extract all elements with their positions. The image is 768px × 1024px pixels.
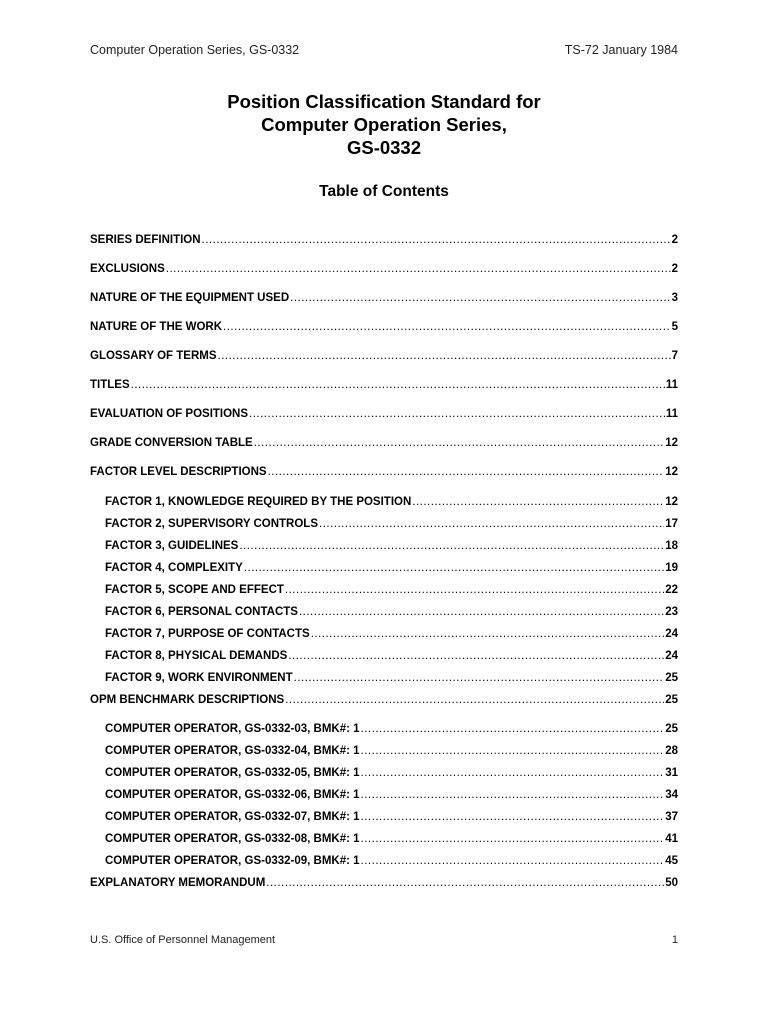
footer-agency: U.S. Office of Personnel Management [90,934,276,946]
page-footer [90,934,678,946]
toc-entry[interactable] [90,406,678,422]
toc-entry[interactable] [90,435,678,451]
toc-subentry[interactable] [105,670,678,686]
toc-subentry[interactable] [105,626,678,642]
toc-entry-page: 24 [665,628,678,640]
toc-subentry[interactable] [105,743,678,759]
toc-subentry[interactable] [105,831,678,847]
toc-leader-dots [218,348,671,364]
toc-entry-page: 19 [665,562,678,574]
toc-leader-dots [288,648,664,664]
toc-entry-page: 7 [671,350,678,362]
toc-subentry[interactable] [105,765,678,781]
toc-entry-page: 2 [671,234,678,246]
toc-entry-label: FACTOR 6, PERSONAL CONTACTS [105,606,298,618]
toc-entry-label: COMPUTER OPERATOR, GS-0332-08, BMK#: 1 [105,833,360,845]
toc-entry-label: COMPUTER OPERATOR, GS-0332-04, BMK#: 1 [105,745,360,757]
toc-entry-page: 50 [665,877,678,889]
running-header [90,43,678,57]
toc-entry-page: 22 [665,584,678,596]
toc-entry-label: EXCLUSIONS [90,263,165,275]
toc-entry[interactable] [90,232,678,248]
toc-entry[interactable] [90,464,678,480]
toc-entry-page: 17 [665,518,678,530]
toc-leader-dots [131,377,665,393]
toc-entry-page: 45 [665,855,678,867]
toc-entry-page: 12 [665,466,678,478]
toc-leader-dots [166,261,671,277]
toc-entry-label: FACTOR 1, KNOWLEDGE REQUIRED BY THE POSITION [105,496,412,508]
toc-entry-page: 5 [671,321,678,333]
toc-entry-label: COMPUTER OPERATOR, GS-0332-09, BMK#: 1 [105,855,360,867]
toc-leader-dots [361,787,665,803]
toc-entry-label: FACTOR 2, SUPERVISORY CONTROLS [105,518,319,530]
toc-entry-page: 24 [665,650,678,662]
toc-leader-dots [311,626,665,642]
toc-leader-dots [223,319,671,335]
toc-leader-dots [239,538,664,554]
toc-entry-page: 28 [665,745,678,757]
toc-leader-dots [412,494,664,510]
toc-leader-dots [266,875,664,891]
toc-leader-dots [249,406,665,422]
toc-entry-page: 25 [665,672,678,684]
toc-leader-dots [285,582,664,598]
toc-subentry[interactable] [105,648,678,664]
toc-entry-page: 34 [665,789,678,801]
toc-entry-label: COMPUTER OPERATOR, GS-0332-03, BMK#: 1 [105,723,360,735]
toc-leader-dots [361,765,665,781]
toc-leader-dots [361,721,665,737]
toc-subentry[interactable] [105,604,678,620]
toc-entry-page: 37 [665,811,678,823]
toc-heading: Table of Contents [319,183,449,200]
toc-subentry[interactable] [105,538,678,554]
toc-entry-label: FACTOR 4, COMPLEXITY [105,562,243,574]
toc-entry[interactable] [90,377,678,393]
toc-subentry[interactable] [105,560,678,576]
toc-subentry[interactable] [105,787,678,803]
title-line-2: Computer Operation Series, [261,114,507,135]
toc-entry[interactable] [90,261,678,277]
toc-entry-page: 25 [665,694,678,706]
header-date: TS-72 January 1984 [564,43,678,57]
toc-leader-dots [268,464,665,480]
toc-subentry[interactable] [105,494,678,510]
toc-entry[interactable] [90,319,678,335]
toc-entry-page: 11 [665,408,678,420]
toc-entry-page: 23 [665,606,678,618]
page-number: 1 [671,934,678,946]
toc-entry-label: FACTOR 7, PURPOSE OF CONTACTS [105,628,310,640]
toc-leader-dots [294,670,665,686]
toc-subentry[interactable] [105,516,678,532]
toc-entry-page: 41 [665,833,678,845]
toc-entry-label: COMPUTER OPERATOR, GS-0332-05, BMK#: 1 [105,767,360,779]
toc-entry-label: NATURE OF THE EQUIPMENT USED [90,292,290,304]
toc-subentry[interactable] [105,582,678,598]
title-line-1: Position Classification Standard for [227,91,541,112]
toc-leader-dots [290,290,670,306]
toc-entry-page: 3 [671,292,678,304]
toc-entry-page: 2 [671,263,678,275]
toc-entry-page: 25 [665,723,678,735]
toc-entry-label: COMPUTER OPERATOR, GS-0332-07, BMK#: 1 [105,811,360,823]
toc-entry-page: 31 [665,767,678,779]
toc-entry[interactable] [90,290,678,306]
toc-entry-label: FACTOR 3, GUIDELINES [105,540,239,552]
toc-entry-label: EXPLANATORY MEMORANDUM [90,877,266,889]
toc-entry[interactable] [90,692,678,708]
toc-entry-label: TITLES [90,379,130,391]
toc-entry-page: 11 [665,379,678,391]
toc-entry-page: 12 [665,437,678,449]
toc-entry-label: FACTOR 5, SCOPE AND EFFECT [105,584,284,596]
toc-leader-dots [361,853,665,869]
toc-leader-dots [285,692,664,708]
toc-entry-label: FACTOR 8, PHYSICAL DEMANDS [105,650,288,662]
toc-entry-label: SERIES DEFINITION [90,234,201,246]
toc-leader-dots [319,516,664,532]
toc-entry-label: GRADE CONVERSION TABLE [90,437,253,449]
toc-leader-dots [299,604,664,620]
document-title [0,90,768,159]
header-series: Computer Operation Series, GS-0332 [90,43,300,57]
toc-entry[interactable] [90,875,678,891]
toc-leader-dots [361,743,665,759]
toc-leader-dots [254,435,664,451]
toc-subentry[interactable] [105,853,678,869]
toc-leader-dots [202,232,671,248]
toc-subentry[interactable] [105,721,678,737]
toc-entry-label: FACTOR 9, WORK ENVIRONMENT [105,672,293,684]
toc-entry-label: GLOSSARY OF TERMS [90,350,217,362]
title-line-3: GS-0332 [346,137,422,158]
toc-entry-label: NATURE OF THE WORK [90,321,223,333]
toc-entry[interactable] [90,348,678,364]
toc-entry-label: COMPUTER OPERATOR, GS-0332-06, BMK#: 1 [105,789,360,801]
toc-subentry[interactable] [105,809,678,825]
toc-entry-label: EVALUATION OF POSITIONS [90,408,249,420]
toc-entry-label: FACTOR LEVEL DESCRIPTIONS [90,466,267,478]
toc-leader-dots [361,831,665,847]
toc-leader-dots [244,560,664,576]
toc-entry-page: 18 [665,540,678,552]
toc-leader-dots [361,809,665,825]
toc-entry-page: 12 [665,496,678,508]
toc-entry-label: OPM BENCHMARK DESCRIPTIONS [90,694,285,706]
